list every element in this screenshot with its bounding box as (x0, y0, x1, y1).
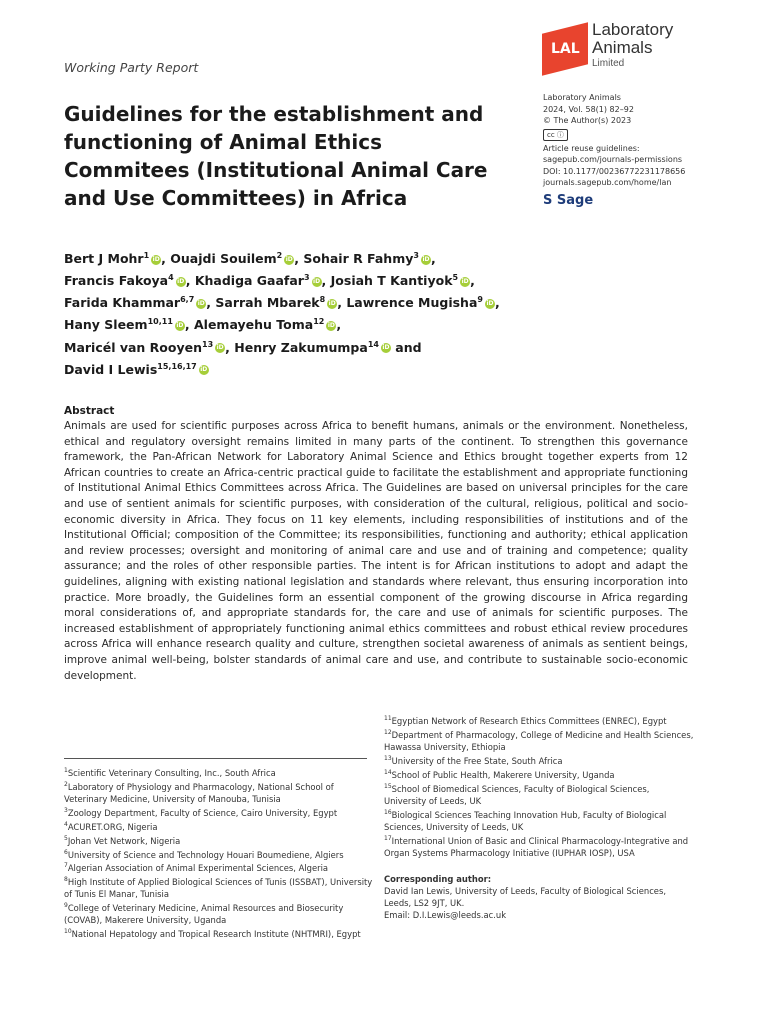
author-affiliation-ref[interactable]: 12 (313, 317, 325, 327)
orcid-icon[interactable]: iD (216, 344, 224, 352)
affiliation-item (64, 860, 374, 874)
journal-meta (543, 92, 733, 206)
affiliation-item (64, 819, 374, 833)
author-affiliation-ref[interactable]: 1 (143, 251, 150, 260)
author-separator: , (430, 251, 436, 267)
affiliation-text: Laboratory of Physiology and Pharmacology, National School of Veterinary Medicine, University of Manouba, Tunisia (64, 781, 334, 804)
author-name: Maricél van Rooyen (64, 339, 203, 355)
affiliation-item (384, 713, 694, 727)
author-name: Sarrah Mbarek (215, 295, 320, 311)
affiliation-text: Egyptian Network of Research Ethics Committees (ENREC), Egypt (391, 715, 667, 726)
author-separator: , (494, 295, 500, 311)
author-name: Alemayehu Toma (194, 317, 314, 333)
affiliation-item (384, 807, 694, 833)
author-separator: , (336, 317, 342, 333)
affiliation-number: 12 (384, 728, 392, 736)
author-affiliation-ref[interactable]: 15,16,17 (157, 361, 197, 371)
sage-logo[interactable]: S Sage (543, 192, 594, 208)
author-separator: , (225, 339, 235, 355)
author-name: David I Lewis (64, 361, 158, 377)
affiliation-text: School of Public Health, Makerere University, Uganda (391, 769, 615, 780)
report-type-label: Working Party Report (64, 60, 199, 75)
affiliation-number: 14 (384, 768, 392, 776)
author-list (64, 246, 524, 379)
journal-volume: 2024, Vol. 58(1) 82–92 (543, 104, 634, 114)
sage-s-icon: S (543, 192, 553, 208)
author-affiliation-ref[interactable]: 6,7 (180, 295, 195, 305)
logo-badge-icon: LAL (542, 22, 588, 75)
doi-link[interactable]: DOI: 10.1177/00236772231178656 (543, 166, 686, 176)
abstract-heading: Abstract (64, 405, 115, 417)
copyright-line: © The Author(s) 2023 (543, 116, 632, 125)
affiliation-text: National Hepatology and Tropical Research Institute (NHTMRI), Egypt (71, 929, 361, 940)
author-name: Hany Sleem (64, 317, 148, 333)
affiliation-number: 6 (64, 848, 68, 856)
affiliation-text: Algerian Association of Animal Experimental Sciences, Algeria (67, 863, 329, 874)
author-affiliation-ref[interactable]: 5 (452, 273, 459, 283)
author-affiliation-ref[interactable]: 4 (168, 273, 174, 283)
affiliation-item (384, 727, 694, 753)
orcid-icon[interactable]: iD (382, 344, 390, 352)
affiliation-text: Scientific Veterinary Consulting, Inc., South Africa (67, 767, 276, 778)
author-separator: , (321, 273, 331, 289)
author-affiliation-ref[interactable]: 3 (413, 251, 419, 260)
author-separator: , (206, 295, 216, 311)
affiliation-text: University of the Free State, South Africa (391, 755, 563, 766)
author-separator: and (390, 339, 422, 355)
affiliation-text: Johan Vet Network, Nigeria (67, 835, 181, 846)
author-separator: , (337, 295, 347, 311)
affiliation-number: 13 (384, 754, 392, 762)
affiliation-text: University of Science and Technology Houari Boumediene, Algiers (67, 849, 344, 860)
affiliation-number: 3 (64, 806, 68, 814)
affiliations-right (384, 713, 694, 921)
orcid-icon[interactable]: iD (461, 277, 469, 285)
affiliation-number: 10 (64, 928, 72, 936)
affiliation-text: High Institute of Applied Biological Sciences of Tunis (ISSBAT), University of Tunis El Manar, Tunisia (64, 877, 373, 900)
journal-home-link[interactable]: journals.sagepub.com/home/lan (543, 178, 672, 187)
affiliation-text: School of Biomedical Sciences, Faculty of Biological Sciences, University of Leeds, UK (384, 783, 650, 806)
author-name: Bert J Mohr (64, 251, 144, 267)
affiliation-text: College of Veterinary Medicine, Animal Resources and Biosecurity (COVAB), Makerere University, Uganda (64, 903, 344, 926)
article-title: Guidelines for the establishment and functioning of Animal Ethics Commitees (Institutional Animal Care and Use Committees) in Africa (64, 102, 488, 210)
affiliation-number: 5 (64, 834, 68, 842)
cc-license-icon[interactable]: cc ⓘ (543, 129, 568, 141)
author-name: Sohair R Fahmy (303, 251, 414, 267)
author-name: Ouajdi Souilem (170, 251, 277, 267)
affiliation-text: Department of Pharmacology, College of Medicine and Health Sciences, Hawassa University, Ethiopia (384, 729, 694, 752)
affiliation-number: 9 (64, 902, 68, 910)
abstract-text: Animals are used for scientific purposes across Africa to benefit humans, animals or the environment. Nonetheless, ethical and regulatory oversight remains limited in many parts of the continent. To strengthen this governance framework, the Pan-African Network for Laboratory Animal Science and Ethics brought together experts from 12 African countries to create an Africa-centric practical guide to facilitate the establishment and appropriate functioning of Institutional Animal Ethics Committees across Africa. The Guidelines are based on universal principles for the care and use of sentient animals for scientific purposes, with consideration of the cultural, religious, political and socio-economic diversity in Africa. They focus on 11 key elements, including responsibilities of institutions and of the Institutional Official; composition of the Committee; its responsibilities, functioning and authority; ethical application and review processes; oversight and monitoring of animal care and use and of training and competence; quality assurance; and the roles of other responsible parties. The intent is for African institutions to adopt and adapt the guidelines, aligning with existing national legislation and standards where relevant, thus ensuring incorporation into practice. More broadly, the Guidelines form an essential component of the growing discourse in Africa regarding moral considerations of, and appropriate standards for, the care and use of animals for scientific purposes. The increased establishment of appropriately functioning animal ethics committees and robust ethical review procedures across Africa will enhance research quality and culture, strengthen societal awareness of animals as sentient beings, improve animal well-being, bolster standards of animal care and use, and contribute to sustainable socio-economic development. (64, 420, 688, 682)
orcid-icon[interactable]: iD (200, 366, 208, 374)
affiliation-item (64, 805, 374, 819)
logo-line-1: Laboratory (592, 20, 674, 39)
author-affiliation-ref[interactable]: 3 (303, 273, 310, 283)
affiliation-number: 7 (64, 862, 68, 870)
orcid-icon[interactable]: iD (152, 255, 160, 263)
publisher-logo[interactable] (542, 20, 702, 72)
affiliation-item (384, 753, 694, 767)
author-separator: , (294, 251, 304, 267)
affiliation-item (64, 926, 374, 940)
affiliation-item (384, 767, 694, 781)
affiliation-number: 17 (384, 834, 392, 842)
author-affiliation-ref[interactable]: 13 (202, 339, 214, 349)
affiliation-number: 15 (384, 782, 392, 790)
author-affiliation-ref[interactable]: 2 (276, 251, 283, 260)
author-separator: , (185, 273, 195, 289)
affiliation-number: 2 (64, 780, 68, 788)
reuse-label: Article reuse guidelines: (543, 143, 640, 153)
affiliation-text: Zoology Department, Faculty of Science, Cairo University, Egypt (67, 807, 338, 818)
author-name: Farida Khammar (64, 295, 181, 311)
logo-line-2: Animals (592, 38, 653, 57)
corresponding-author-email[interactable]: Email: D.I.Lewis@leeds.ac.uk (384, 909, 507, 920)
orcid-icon[interactable]: iD (176, 322, 184, 330)
author-affiliation-ref[interactable]: 10,11 (147, 317, 173, 327)
affiliation-item (64, 779, 374, 805)
orcid-icon[interactable]: iD (285, 255, 293, 263)
author-affiliation-ref[interactable]: 8 (319, 295, 326, 305)
affiliation-item (64, 765, 374, 779)
corresponding-author-address: David Ian Lewis, University of Leeds, Faculty of Biological Sciences, Leeds, LS2 9JT, UK. (384, 885, 666, 908)
affiliations-left (64, 765, 374, 940)
author-separator: , (470, 273, 475, 289)
author-affiliation-ref[interactable]: 9 (477, 295, 483, 305)
affiliation-item (64, 900, 374, 926)
affiliation-item (384, 833, 694, 859)
orcid-icon[interactable]: iD (313, 277, 321, 285)
author-name: Lawrence Mugisha (346, 295, 478, 311)
affiliation-number: 16 (384, 808, 392, 816)
author-affiliation-ref[interactable]: 14 (367, 339, 379, 349)
author-name: Henry Zakumumpa (234, 339, 368, 355)
orcid-icon[interactable]: iD (486, 299, 494, 307)
affiliation-item (64, 833, 374, 847)
logo-line-3: Limited (592, 58, 625, 69)
affiliation-number: 4 (64, 820, 68, 828)
orcid-icon[interactable]: iD (422, 255, 430, 263)
author-separator: , (161, 251, 171, 267)
affiliation-number: 11 (384, 715, 392, 722)
author-name: Francis Fakoya (64, 273, 169, 289)
affiliation-text: Biological Sciences Teaching Innovation Hub, Faculty of Biological Sciences, University of Leeds, UK (384, 809, 667, 832)
author-name: Khadiga Gaafar (194, 273, 304, 289)
affiliation-number: 8 (64, 876, 68, 884)
journal-name: Laboratory Animals (543, 93, 621, 102)
reuse-link[interactable]: sagepub.com/journals-permissions (543, 155, 683, 164)
affiliation-item (384, 781, 694, 807)
corresponding-author-heading: Corresponding author: (384, 873, 492, 884)
author-separator: , (184, 317, 194, 333)
orcid-icon[interactable]: iD (327, 322, 335, 330)
footnote-divider (64, 758, 367, 759)
author-name: Josiah T Kantiyok (330, 273, 453, 289)
affiliation-text: ACURET.ORG, Nigeria (67, 821, 158, 832)
orcid-icon[interactable]: iD (197, 299, 205, 307)
orcid-icon[interactable]: iD (328, 299, 336, 307)
affiliation-number: 1 (64, 767, 68, 774)
orcid-icon[interactable]: iD (177, 277, 185, 285)
affiliation-item (64, 847, 374, 861)
affiliation-text: International Union of Basic and Clinical Pharmacology-Integrative and Organ Systems Pharmacology Initiative (IUPHAR IOSP), USA (384, 835, 689, 858)
affiliation-item (64, 874, 374, 900)
